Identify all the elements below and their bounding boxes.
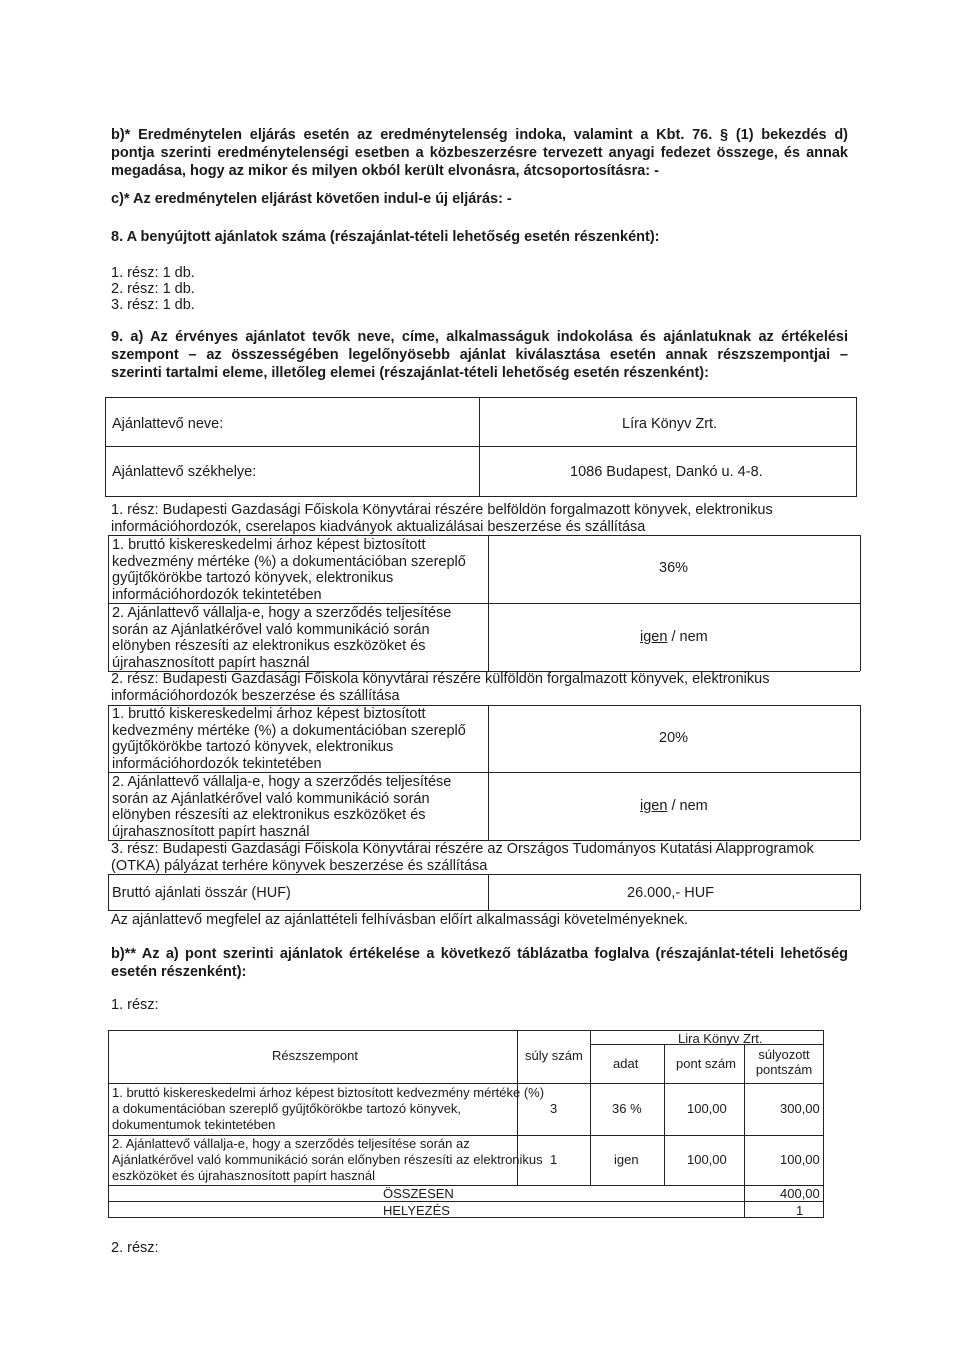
part1-discount-value: 36%	[659, 560, 689, 576]
text-line: gyűjtőkörökbe tartozó könyvek, elektronikus	[112, 739, 394, 755]
list-item: 2. rész: 1 db.	[111, 281, 195, 297]
divider	[860, 705, 861, 840]
text-line: információhordozók, cserelapos kiadványok aktualizálásai beszerzése és szállítása	[111, 519, 646, 535]
part3-heading	[111, 841, 814, 875]
other-option: / nem	[667, 798, 708, 814]
conformity-statement: Az ajánlattevő megfelel az ajánlattételi felhívásban előírt alkalmassági követelményeknek.	[111, 912, 689, 928]
divider	[108, 535, 860, 536]
bidder-seat-label: Ajánlattevő székhelye:	[112, 464, 257, 480]
divider	[108, 772, 860, 773]
eval-rank-label: HELYEZÉS	[383, 1203, 450, 1218]
section-8-list	[111, 265, 195, 313]
text-line: elönyben részesíti az elektronikus eszközöket és	[112, 638, 426, 654]
text-line: információhordozók beszerzése és szállítása	[111, 688, 400, 704]
text-line: 9. a) Az érvényes ajánlatot tevők neve, címe, alkalmasságuk indokolása és ajánlatuknak az értékelési	[111, 329, 848, 345]
divider	[108, 603, 860, 604]
text-line: b)** Az a) pont szerinti ajánlatok értékelése a következő táblázatba foglalva (részajánlat-tételi lehetőség	[111, 946, 848, 962]
eval-bidder-name: Lira Könyv Zrt.	[678, 1031, 763, 1046]
section-9a	[111, 329, 848, 383]
part1-heading	[111, 502, 773, 536]
text-line: újrahasznosított papírt használ	[112, 654, 310, 671]
eval-header-score: pont szám	[676, 1056, 736, 1071]
eval-header-weighted	[744, 1047, 824, 1077]
eval-row-1-weight: 3	[550, 1101, 558, 1116]
divider	[108, 705, 109, 840]
divider	[590, 1030, 591, 1185]
part2-heading	[111, 671, 769, 705]
other-option: / nem	[667, 629, 708, 645]
selected-option: igen	[640, 798, 668, 814]
text-line: súlyozott	[758, 1047, 810, 1062]
text-line: során az Ajánlatkérővel való kommunikáció során	[112, 790, 430, 807]
part2-label: 2. rész:	[111, 1240, 159, 1256]
divider	[479, 397, 480, 497]
eval-row-1-criterion	[112, 1085, 544, 1133]
text-line: során az Ajánlatkérővel való kommunikáció során	[112, 621, 430, 638]
text-line: (OTKA) pályázat terhére könyvek beszerzése és szállítása	[111, 858, 488, 874]
bidder-name-value: Líra Könyv Zrt.	[622, 416, 718, 432]
text-line: 2. Ajánlattevő vállalja-e, hogy a szerződés teljesítése	[112, 774, 452, 790]
divider	[860, 874, 861, 910]
text-line: 3. rész: Budapesti Gazdasági Főiskola Könyvtárai részére az Országos Tudományos Kutatási Alapprogramok	[111, 841, 814, 857]
text-line: 2. rész: Budapesti Gazdasági Főiskola könyvtárai részére külföldön forgalmazott könyvek, elektronikus	[111, 671, 770, 687]
part2-eco-value	[640, 798, 708, 814]
text-line: szempont – az összességében legelőnyösebb ajánlat kiválasztása esetén annak részszempontjai –	[111, 347, 848, 363]
part2-discount-value: 20%	[659, 730, 689, 746]
part1-criterion-2	[112, 605, 451, 671]
text-line: esetén részenként):	[111, 964, 247, 980]
eval-row-1-weighted: 300,00	[780, 1101, 820, 1116]
eval-total-label: ÖSSZESEN	[383, 1186, 454, 1201]
bidder-name-label: Ajánlattevő neve:	[112, 416, 224, 432]
eval-total-value: 400,00	[780, 1186, 820, 1201]
part3-price-label: Bruttó ajánlati összár (HUF)	[112, 885, 291, 901]
section-b-dstar	[111, 946, 848, 982]
eval-row-1-score: 100,00	[687, 1101, 727, 1116]
divider	[108, 910, 860, 911]
text-line: 1. bruttó kiskereskedelmi árhoz képest biztosított kedvezmény mértéke (%)	[112, 1085, 545, 1100]
divider	[488, 705, 489, 840]
list-item: 3. rész: 1 db.	[111, 297, 195, 313]
eval-row-2-criterion	[112, 1136, 543, 1184]
text-line: megadása, hogy az mikor és milyen okból került elvonásra, átcsoportosításra: -	[111, 163, 659, 179]
divider	[860, 535, 861, 671]
text-line: pontja szerinti eredménytelenségi esetben a közbeszerzésre tervezett anyagi fedezet összege, és annak	[111, 145, 848, 161]
divider	[108, 1185, 824, 1186]
eval-header-data: adat	[613, 1056, 639, 1071]
eval-header-criterion: Részszempont	[272, 1048, 358, 1063]
bidder-seat-value: 1086 Budapest, Dankó u. 4-8.	[570, 464, 763, 480]
text-line: információhordozók tekintetében	[112, 755, 322, 772]
text-line: szerinti tartalmi eleme, illetőleg elemei (részajánlat-tételi lehetőség esetén részenként):	[111, 365, 709, 381]
divider	[108, 1201, 824, 1202]
text-line: elönyben részesíti az elektronikus eszközöket és	[112, 807, 426, 823]
text-line: 1. bruttó kiskereskedelmi árhoz képest biztosított	[112, 537, 426, 553]
section-c: c)* Az eredménytelen eljárást követően indul-e új eljárás: -	[111, 191, 512, 207]
text-line: b)* Eredménytelen eljárás esetén az eredménytelenség indoka, valamint a Kbt. 76. § (1) bekezdés d)	[111, 127, 848, 143]
divider	[105, 446, 857, 447]
section-b-star	[111, 127, 848, 181]
section-8-title: 8. A benyújtott ajánlatok száma (részajánlat-tételi lehetőség esetén részenként):	[111, 229, 660, 245]
text-line: 2. Ajánlattevő vállalja-e, hogy a szerződés teljesítése	[112, 605, 452, 621]
text-line: 1. bruttó kiskereskedelmi árhoz képest biztosított	[112, 706, 426, 722]
part1-label: 1. rész:	[111, 997, 159, 1013]
divider	[108, 1083, 824, 1084]
divider	[108, 874, 860, 875]
part1-eco-value	[640, 629, 708, 645]
list-item: 1. rész: 1 db.	[111, 265, 195, 281]
eval-row-2-weight: 1	[550, 1152, 558, 1167]
part2-criterion-2	[112, 774, 451, 840]
divider	[488, 535, 489, 671]
eval-row-2-score: 100,00	[687, 1152, 727, 1167]
text-line: Ajánlatkérővel való kommunikáció során előnyben részesíti az elektronikus	[112, 1152, 543, 1167]
part3-price-value: 26.000,- HUF	[627, 885, 715, 901]
bidder-table	[105, 397, 857, 497]
eval-header-weight: súly szám	[525, 1048, 583, 1063]
text-line: 1. rész: Budapesti Gazdasági Főiskola Könyvtárai részére belföldön forgalmazott könyvek, elektronikus	[111, 502, 773, 518]
text-line: 2. Ajánlattevő vállalja-e, hogy a szerződés teljesítése során az	[112, 1136, 470, 1151]
divider	[108, 535, 109, 671]
divider	[744, 1185, 745, 1218]
divider	[664, 1044, 665, 1185]
part1-criterion-1	[112, 537, 466, 603]
text-line: információhordozók tekintetében	[112, 586, 322, 603]
text-line: a dokumentációban szereplő gyűjtőkörökbe tartozó könyvek,	[112, 1101, 462, 1116]
divider	[488, 874, 489, 910]
text-line: újrahasznosított papírt használ	[112, 823, 310, 840]
text-line: dokumentumok tekintetében	[112, 1117, 276, 1132]
eval-row-2-data: igen	[614, 1152, 639, 1167]
text-line: pontszám	[755, 1062, 813, 1077]
text-line: kedvezmény mértéke (%) a dokumentációban szereplő	[112, 722, 466, 739]
part2-criterion-1	[112, 706, 466, 772]
text-line: eszközöket és újrahasznosított papírt használ	[112, 1168, 376, 1183]
text-line: kedvezmény mértéke (%) a dokumentációban szereplő	[112, 553, 466, 570]
text-line: gyűjtőkörökbe tartozó könyvek, elektronikus	[112, 570, 394, 586]
divider	[108, 874, 109, 910]
selected-option: igen	[640, 629, 668, 645]
eval-row-2-weighted: 100,00	[780, 1152, 820, 1167]
eval-rank-value: 1	[796, 1203, 804, 1218]
eval-row-1-data: 36 %	[612, 1101, 642, 1116]
